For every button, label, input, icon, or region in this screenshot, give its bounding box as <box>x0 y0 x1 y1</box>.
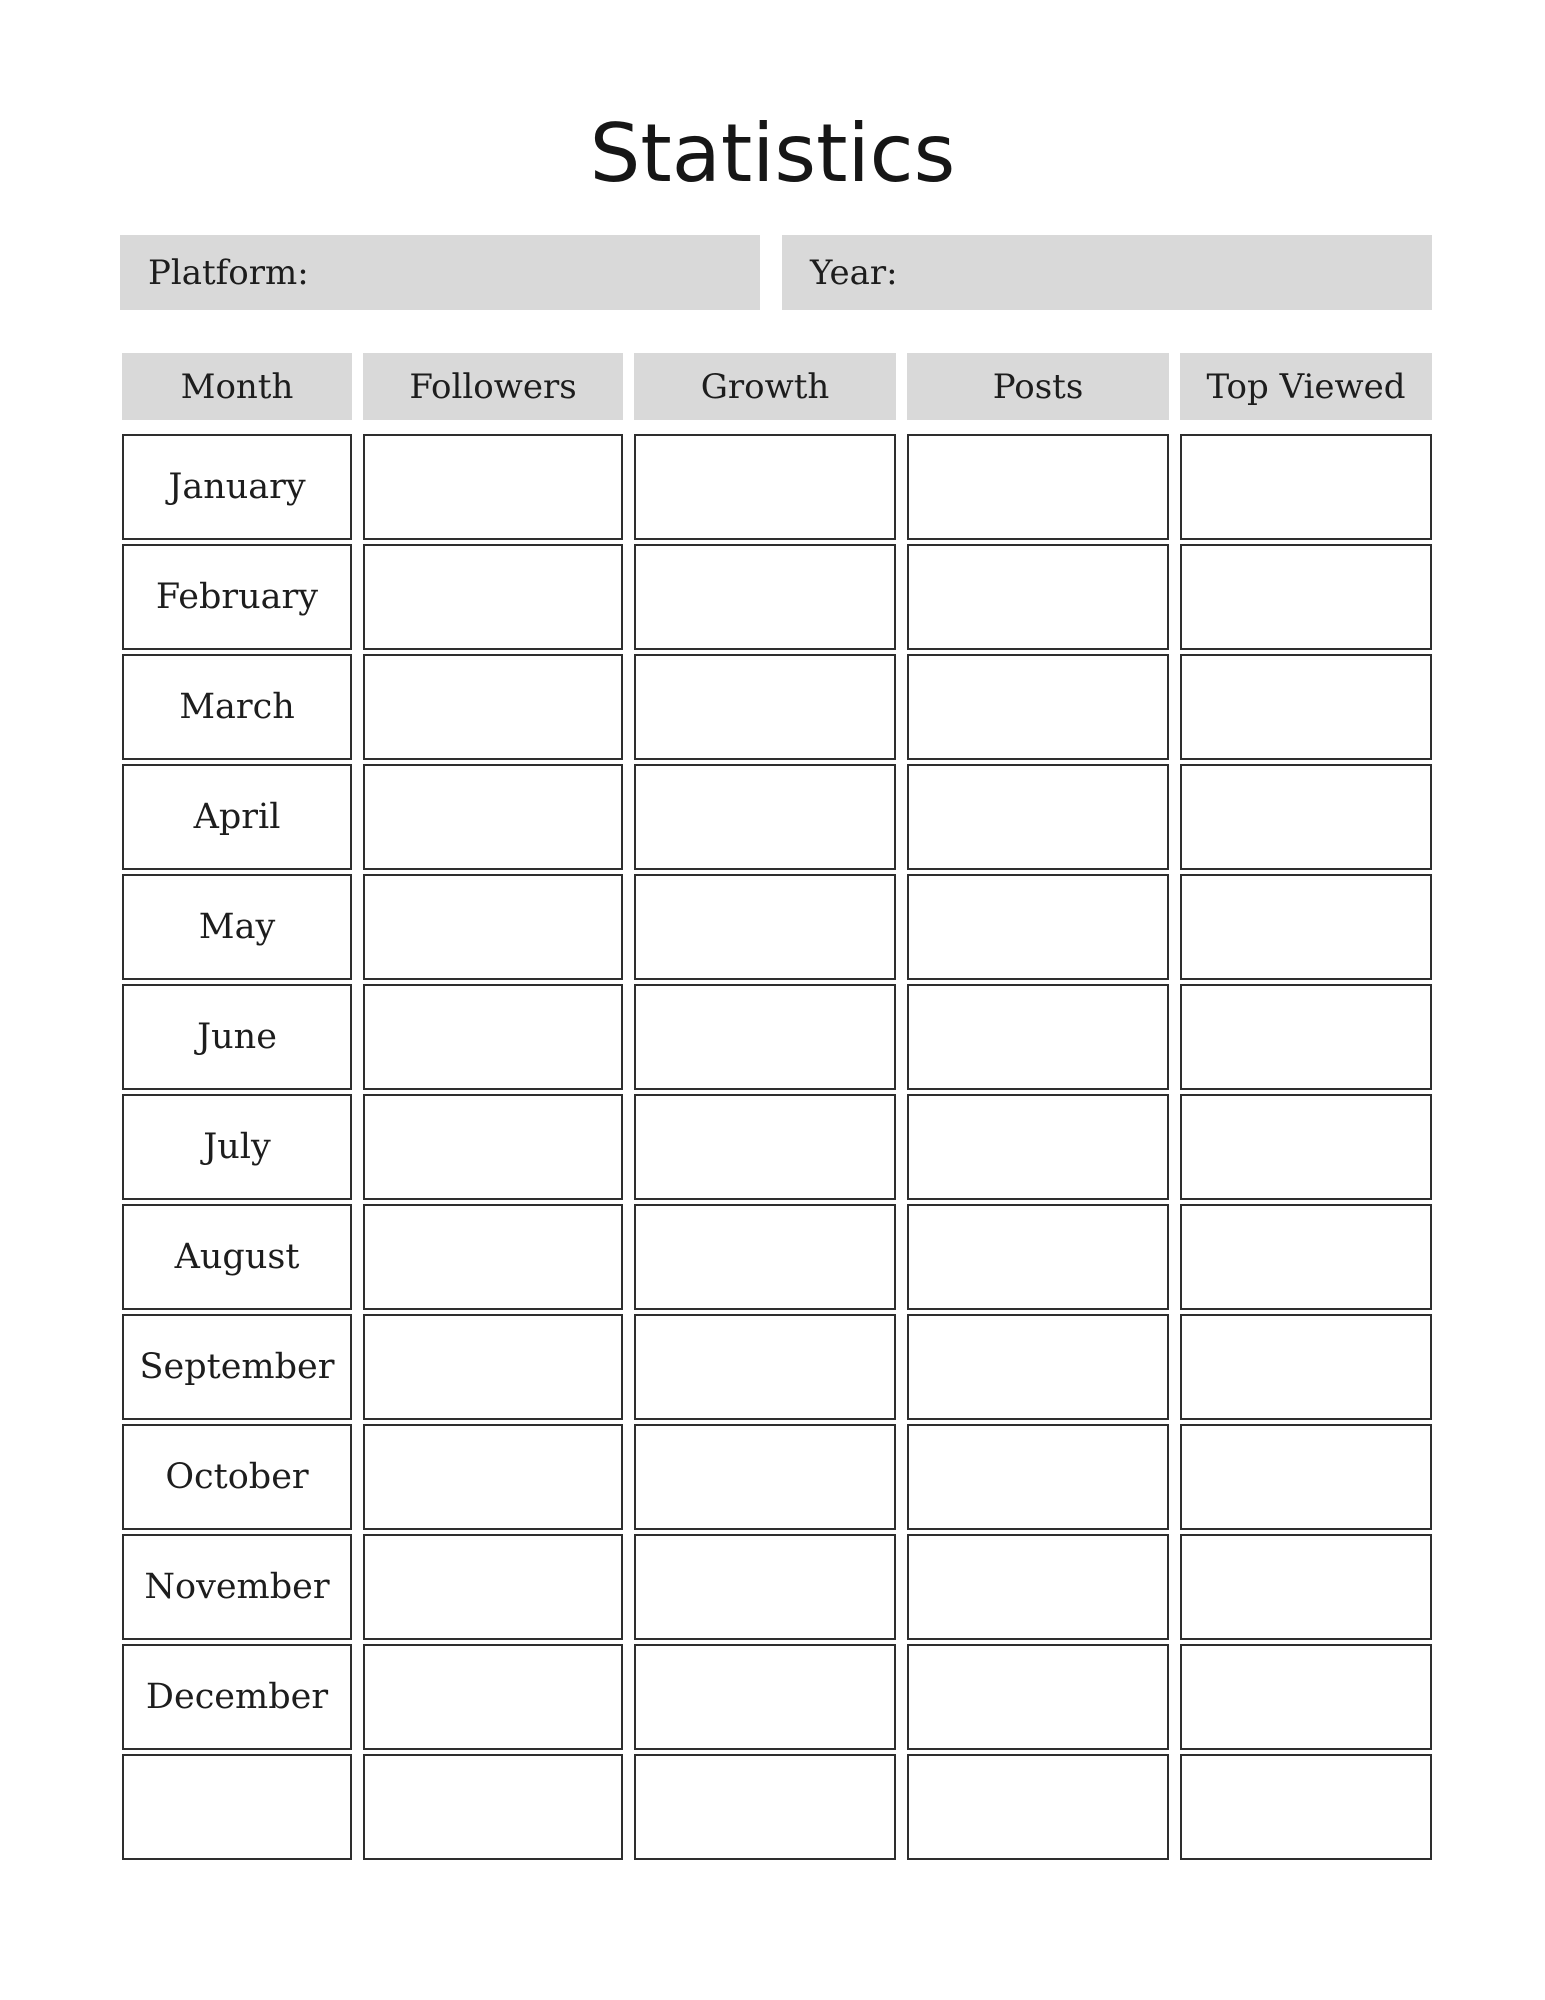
top-viewed-cell[interactable] <box>1180 434 1432 540</box>
posts-cell[interactable] <box>907 654 1169 760</box>
growth-cell[interactable] <box>634 434 896 540</box>
column-header-followers: Followers <box>363 353 623 420</box>
growth-cell[interactable] <box>634 1424 896 1530</box>
growth-cell[interactable] <box>634 1644 896 1750</box>
top-viewed-cell[interactable] <box>1180 984 1432 1090</box>
month-cell: January <box>122 434 352 540</box>
column-header-month: Month <box>122 353 352 420</box>
top-viewed-cell[interactable] <box>1180 1534 1432 1640</box>
table-body <box>122 434 1432 1860</box>
growth-cell[interactable] <box>634 984 896 1090</box>
month-cell: May <box>122 874 352 980</box>
posts-cell[interactable] <box>907 984 1169 1090</box>
top-viewed-cell[interactable] <box>1180 1424 1432 1530</box>
growth-cell[interactable] <box>634 1754 896 1860</box>
top-viewed-cell[interactable] <box>1180 764 1432 870</box>
followers-cell[interactable] <box>363 764 623 870</box>
growth-cell[interactable] <box>634 1094 896 1200</box>
top-viewed-cell[interactable] <box>1180 1314 1432 1420</box>
posts-cell[interactable] <box>907 1094 1169 1200</box>
followers-cell[interactable] <box>363 1094 623 1200</box>
top-viewed-cell[interactable] <box>1180 874 1432 980</box>
posts-cell[interactable] <box>907 874 1169 980</box>
followers-cell[interactable] <box>363 434 623 540</box>
column-header-top-viewed: Top Viewed <box>1180 353 1432 420</box>
growth-cell[interactable] <box>634 1314 896 1420</box>
platform-field[interactable] <box>120 235 760 310</box>
column-header-posts: Posts <box>907 353 1169 420</box>
top-viewed-cell[interactable] <box>1180 544 1432 650</box>
posts-cell[interactable] <box>907 1754 1169 1860</box>
month-cell: July <box>122 1094 352 1200</box>
followers-cell[interactable] <box>363 984 623 1090</box>
followers-cell[interactable] <box>363 1534 623 1640</box>
followers-cell[interactable] <box>363 654 623 760</box>
top-viewed-cell[interactable] <box>1180 654 1432 760</box>
followers-cell[interactable] <box>363 1424 623 1530</box>
month-cell: April <box>122 764 352 870</box>
followers-cell[interactable] <box>363 874 623 980</box>
column-header-growth: Growth <box>634 353 896 420</box>
followers-cell[interactable] <box>363 544 623 650</box>
month-cell: September <box>122 1314 352 1420</box>
growth-cell[interactable] <box>634 1534 896 1640</box>
month-cell: November <box>122 1534 352 1640</box>
month-cell: February <box>122 544 352 650</box>
growth-cell[interactable] <box>634 654 896 760</box>
posts-cell[interactable] <box>907 1534 1169 1640</box>
top-viewed-cell[interactable] <box>1180 1644 1432 1750</box>
top-viewed-cell[interactable] <box>1180 1094 1432 1200</box>
month-cell: October <box>122 1424 352 1530</box>
posts-cell[interactable] <box>907 1314 1169 1420</box>
posts-cell[interactable] <box>907 544 1169 650</box>
top-viewed-cell[interactable] <box>1180 1204 1432 1310</box>
growth-cell[interactable] <box>634 874 896 980</box>
posts-cell[interactable] <box>907 1424 1169 1530</box>
platform-label: Platform: <box>148 252 309 293</box>
month-cell: December <box>122 1644 352 1750</box>
month-cell: June <box>122 984 352 1090</box>
followers-cell[interactable] <box>363 1204 623 1310</box>
growth-cell[interactable] <box>634 544 896 650</box>
followers-cell[interactable] <box>363 1754 623 1860</box>
growth-cell[interactable] <box>634 764 896 870</box>
table-header-row <box>122 353 1432 420</box>
posts-cell[interactable] <box>907 1204 1169 1310</box>
meta-fields <box>120 235 1432 310</box>
page-title: Statistics <box>589 107 956 200</box>
month-cell: August <box>122 1204 352 1310</box>
posts-cell[interactable] <box>907 1644 1169 1750</box>
month-cell: March <box>122 654 352 760</box>
year-label: Year: <box>810 252 898 293</box>
posts-cell[interactable] <box>907 434 1169 540</box>
followers-cell[interactable] <box>363 1314 623 1420</box>
top-viewed-cell[interactable] <box>1180 1754 1432 1860</box>
month-cell <box>122 1754 352 1860</box>
growth-cell[interactable] <box>634 1204 896 1310</box>
posts-cell[interactable] <box>907 764 1169 870</box>
followers-cell[interactable] <box>363 1644 623 1750</box>
year-field[interactable] <box>782 235 1432 310</box>
